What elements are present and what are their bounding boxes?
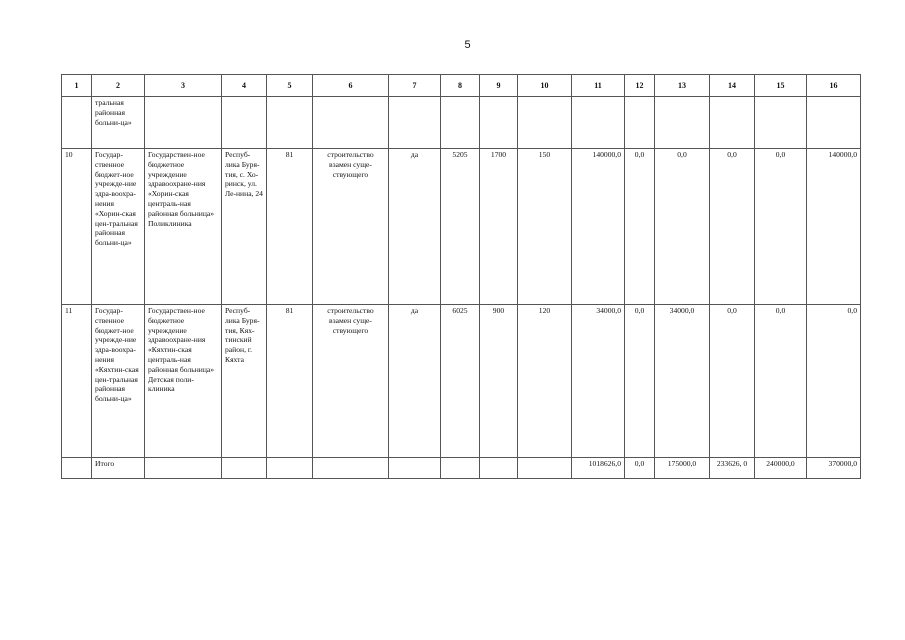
table-cell: 0,0 [755,149,807,305]
table-cell: 81 [267,305,313,458]
table-cell: 6025 [441,305,480,458]
table-cell [441,458,480,479]
table-cell: да [389,305,441,458]
table-cell: 10 [62,149,92,305]
header-cell-11: 11 [572,75,625,97]
table-cell: да [389,149,441,305]
table-row [62,149,861,305]
table-cell [518,97,572,149]
header-cell-6: 6 [313,75,389,97]
table-cell: 0,0 [625,458,655,479]
table-cell: 370000,0 [807,458,861,479]
table-cell: 140000,0 [807,149,861,305]
table-cell: 0,0 [625,305,655,458]
header-cell-4: 4 [222,75,267,97]
table-cell [625,97,655,149]
table-cell: 120 [518,305,572,458]
header-row [62,75,861,97]
table-cell [389,97,441,149]
table-cell: 140000,0 [572,149,625,305]
table-cell: 1018626,0 [572,458,625,479]
table-cell: 81 [267,149,313,305]
table-cell: 0,0 [710,305,755,458]
table-cell [655,97,710,149]
table-cell [267,458,313,479]
table-cell [62,458,92,479]
table-cell [755,97,807,149]
table-cell: Государ-ственное бюджет-ное учрежде-ние здра-воохра-нения «Кяхтин-ская цен-тральная районная больни-ца» [92,305,145,458]
table-cell: 0,0 [710,149,755,305]
table-cell [441,97,480,149]
header-cell-8: 8 [441,75,480,97]
table-cell: тральная районная больни-ца» [92,97,145,149]
table-cell [267,97,313,149]
header-cell-13: 13 [655,75,710,97]
document-table [61,74,861,479]
table-cell: 34000,0 [572,305,625,458]
table-cell [222,458,267,479]
table-cell: строительство взамен суще-ствующего [313,149,389,305]
table-cell [807,97,861,149]
table-cell: 5205 [441,149,480,305]
header-cell-15: 15 [755,75,807,97]
table-cell [313,458,389,479]
table-cell: 0,0 [625,149,655,305]
table-cell [145,97,222,149]
table-cell: 34000,0 [655,305,710,458]
table-cell: 233626, 0 [710,458,755,479]
table-cell [710,97,755,149]
table-row [62,97,861,149]
table-cell [62,97,92,149]
header-cell-10: 10 [518,75,572,97]
header-cell-12: 12 [625,75,655,97]
header-cell-3: 3 [145,75,222,97]
table-cell: 175000,0 [655,458,710,479]
table-cell [480,97,518,149]
table-cell: Государствен-ное бюджетное учреждение здравоохране-ния «Хорин-ская централь-ная районная больница» Поликлиника [145,149,222,305]
table-cell: 150 [518,149,572,305]
table-cell: 1700 [480,149,518,305]
table-cell: Государ-ственное бюджет-ное учрежде-ние здра-воохра-нения «Хорин-ская цен-тральная районная больни-ца» [92,149,145,305]
table-cell: 900 [480,305,518,458]
header-cell-5: 5 [267,75,313,97]
table-cell [389,458,441,479]
table-cell [313,97,389,149]
table-cell: строительство взамен суще-ствующего [313,305,389,458]
header-cell-14: 14 [710,75,755,97]
table-cell [480,458,518,479]
table-cell: 240000,0 [755,458,807,479]
table-cell: 11 [62,305,92,458]
table-cell: 0,0 [655,149,710,305]
table-row [62,305,861,458]
table-cell: 0,0 [807,305,861,458]
total-row [62,458,861,479]
total-label: Итого [92,458,145,479]
table-cell [145,458,222,479]
header-cell-1: 1 [62,75,92,97]
table-cell: 0,0 [755,305,807,458]
header-cell-2: 2 [92,75,145,97]
header-cell-9: 9 [480,75,518,97]
header-cell-7: 7 [389,75,441,97]
header-cell-16: 16 [807,75,861,97]
table-cell: Государствен-ное бюджетное учреждение здравоохране-ния «Кяхтин-ская централь-ная районная больница» Детская поли-клиника [145,305,222,458]
table-cell [222,97,267,149]
table-cell [518,458,572,479]
page-number: 5 [464,39,471,51]
table-cell: Респуб-лика Буря-тия, Кях-тинский район, г. Кяхта [222,305,267,458]
table-cell [572,97,625,149]
table-cell: Респуб-лика Буря-тия, с. Хо-ринск, ул. Ле-нина, 24 [222,149,267,305]
